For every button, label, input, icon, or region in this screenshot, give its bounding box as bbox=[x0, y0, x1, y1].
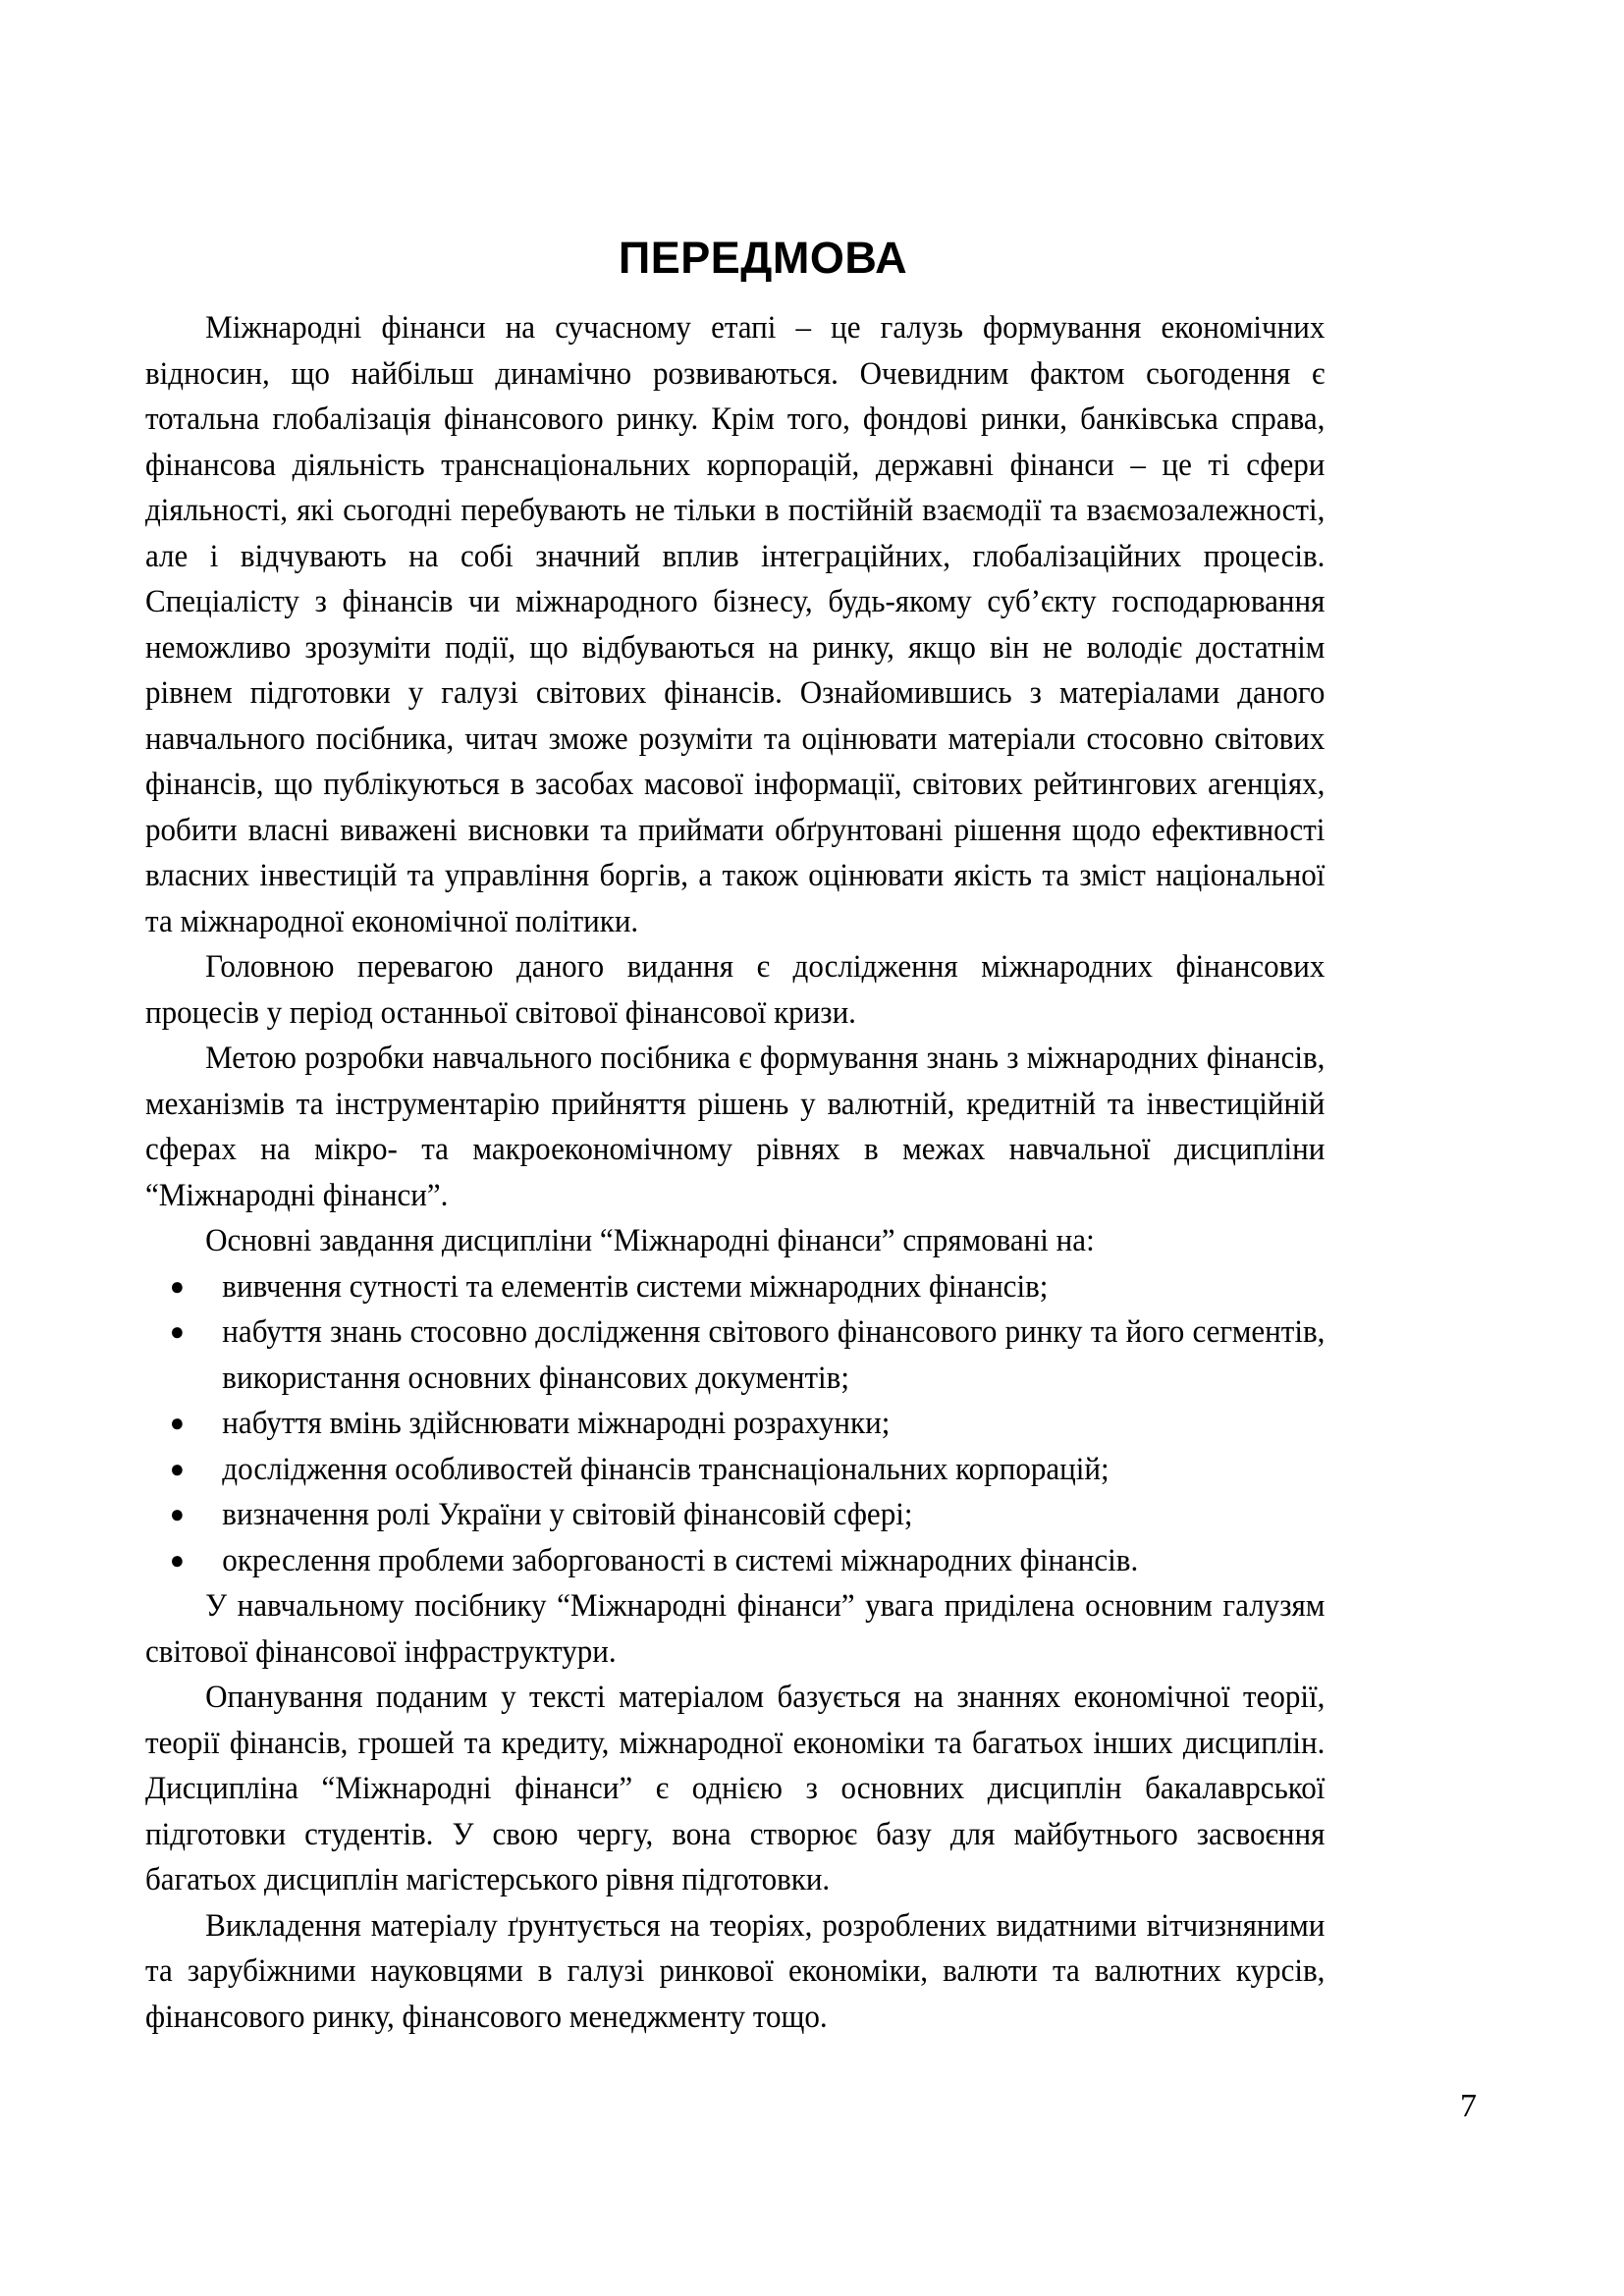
page-number: 7 bbox=[1460, 2088, 1477, 2124]
bullet-icon: ● bbox=[169, 1409, 185, 1437]
paragraph-purpose: Метою розробки навчального посібника є формування знань з міжнародних фінансів, механізмів та інструментарію прийняття рішень у валютній, кредитній та інвестиційній сферах на мікро- та макроекономічному рівнях в межах навчальної дисципліни “Міжнародні фінанси”. bbox=[145, 1041, 1326, 1213]
bullet-icon: ● bbox=[169, 1545, 185, 1575]
bullet-icon: ● bbox=[169, 1317, 185, 1346]
list-item bbox=[145, 1492, 1325, 1538]
list-item bbox=[145, 1447, 1325, 1493]
list-item bbox=[145, 1264, 1325, 1310]
paragraph-intro: Міжнародні фінанси на сучасному етапі – це галузь формування економічних відносин, що найбільш динамічно розвиваються. Очевидним фактом сьогодення є тотальна глобалізація фінансового ринку. Крім того, фондові ринки, банківська справа, фінансова діяльність транснаціональних корпорацій, державні фінанси – це ті сфери діяльності, які сьогодні перебувають не тільки в постійній взаємодії та взаємозалежності, але і відчувають на собі значний вплив інтеграційних, глобалізаційних процесів. Спеціалісту з фінансів чи міжнародного бізнесу, будь-якому суб’єкту господарювання неможливо зрозуміти події, що відбуваються на ринку, якщо він не володіє достатнім рівнем підготовки у галузі світових фінансів. Ознайомившись з матеріалами даного навчального посібника, читач зможе розуміти та оцінювати матеріали стосовно світових фінансів, що публікуються в засобах масової інформації, світових рейтингових агенціях, робити власні виважені висновки та приймати обґрунтовані рішення щодо ефективності власних інвестицій та управління боргів, а також оцінювати якість та зміст національної та міжнародної економічної політики. bbox=[145, 310, 1326, 939]
list-item-label: вивчення сутності та елементів системи міжнародних фінансів; bbox=[222, 1268, 1049, 1305]
bullet-icon: ● bbox=[169, 1271, 185, 1301]
bullet-icon: ● bbox=[169, 1500, 185, 1528]
bullet-icon: ● bbox=[169, 1454, 185, 1483]
paragraph-objectives-lead: Основні завдання дисципліни “Міжнародні фінанси” спрямовані на: bbox=[205, 1223, 1095, 1258]
paragraph-textbook-focus: У навчальному посібнику “Міжнародні фінанси” увага приділена основним галузям світової фінансової інфраструктури. bbox=[145, 1588, 1326, 1670]
list-item-label: визначення ролі України у світовій фінансовій сфері; bbox=[222, 1497, 913, 1532]
body-text bbox=[145, 305, 1325, 2040]
list-item bbox=[145, 1309, 1325, 1401]
objectives-list bbox=[145, 1264, 1325, 1584]
paragraph-theory-basis: Викладення матеріалу ґрунтується на теоріях, розроблених видатними вітчизняними та зарубіжними науковцями в галузі ринкової економіки, валюти та валютних курсів, фінансового ринку, фінансового менеджменту тощо. bbox=[145, 1907, 1326, 2035]
paragraph-prerequisites: Опанування поданим у тексті матеріалом базується на знаннях економічної теорії, теорії фінансів, грошей та кредиту, міжнародної економіки та багатьох інших дисциплін. Дисципліна “Міжнародні фінанси” є однією з основних дисциплін бакалаврської підготовки студентів. У свою чергу, вона створює базу для майбутнього засвоєння багатьох дисциплін магістерського рівня підготовки. bbox=[145, 1680, 1326, 1897]
list-item-label: дослідження особливостей фінансів транснаціональних корпорацій; bbox=[222, 1451, 1110, 1487]
list-item bbox=[145, 1538, 1325, 1584]
page-title: ПЕРЕДМОВА bbox=[618, 233, 908, 283]
paragraph-main-advantage: Головною перевагою даного видання є дослідження міжнародних фінансових процесів у період останньої світової фінансової кризи. bbox=[145, 949, 1326, 1031]
list-item-label: набуття вмінь здійснювати міжнародні розрахунки; bbox=[222, 1406, 891, 1441]
list-item bbox=[145, 1401, 1325, 1447]
page-content bbox=[145, 0, 1380, 2040]
list-item-label: окреслення проблеми заборгованості в системі міжнародних фінансів. bbox=[222, 1542, 1139, 1578]
list-item-label: набуття знань стосовно дослідження світового фінансового ринку та його сегментів, використання основних фінансових документів; bbox=[222, 1314, 1326, 1396]
